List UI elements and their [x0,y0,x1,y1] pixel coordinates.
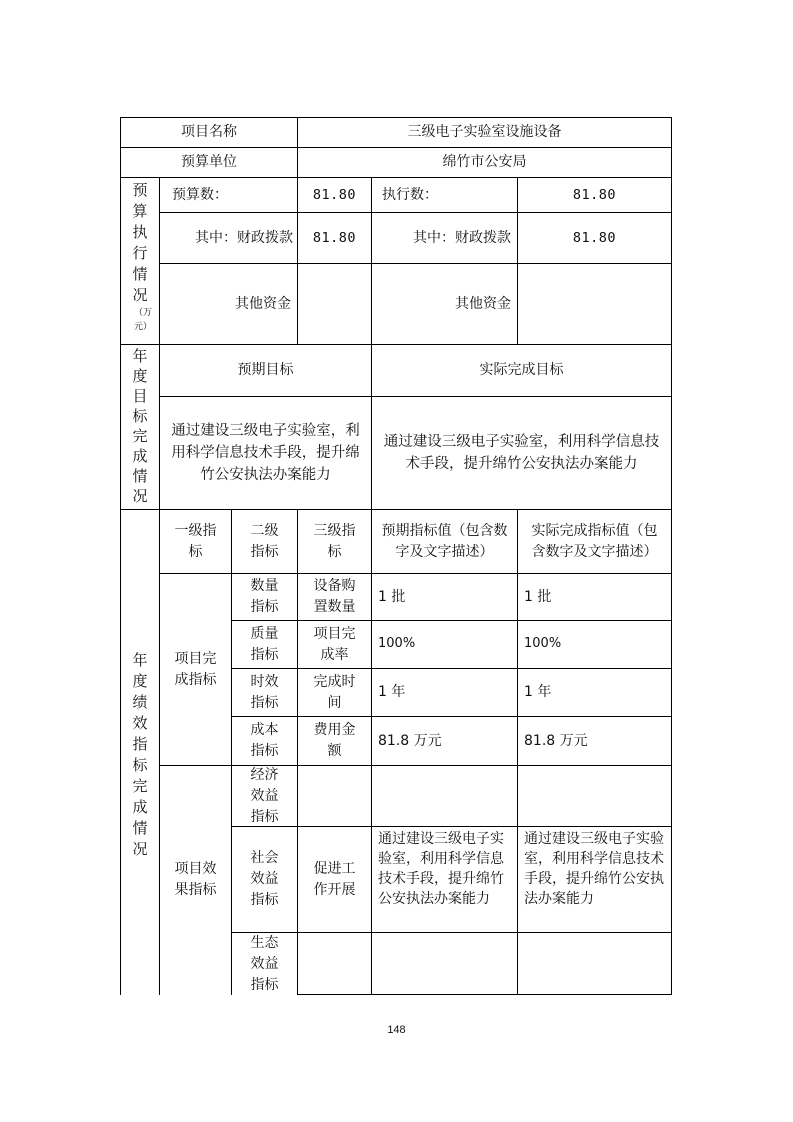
annual-goal-title: 年度目标完成情况 [132,347,148,505]
row-quantity-level3: 设备购置数量 [313,578,356,615]
row-timeliness-level2: 时效指标 [250,673,279,711]
other-funds-label-2: 其他资金 [455,295,511,312]
row-quantity-actual: 1 批 [524,588,552,605]
row-quality-expected: 100% [378,636,416,651]
page-number: 148 [387,1024,406,1036]
row-quality-level2: 质量指标 [250,625,279,663]
budget-execution-title: 预算执行情况 [132,181,148,304]
row-quality-actual: 100% [524,636,562,651]
header-level2: 二级指标 [250,522,279,560]
row-cost-actual: 81.8 万元 [524,732,588,749]
other-funds-label-1: 其他资金 [235,295,291,312]
group-project-completion: 项目完成指标 [174,650,217,688]
row-cost-level3: 费用金额 [313,722,356,759]
row-cost-level2: 成本指标 [250,722,279,759]
row-quantity-level2: 数量指标 [250,578,279,615]
row-timeliness-expected: 1 年 [378,684,406,700]
row-ecological-actual [518,933,671,994]
project-name-label: 项目名称 [181,124,237,140]
row-social-level2: 社会效益指标 [250,850,279,908]
executed-amount-value: 81.80 [572,186,617,203]
row-economic-expected [372,766,517,826]
performance-section-label [121,650,159,860]
row-economic-actual [518,766,671,826]
budget-amount-value: 81.80 [312,186,357,203]
group-project-effect: 项目效果指标 [174,861,217,898]
header-level1: 一级指标 [174,522,217,560]
annual-goal-section-label [121,346,159,509]
performance-title: 年度绩效指标完成情况 [132,651,148,858]
row-ecological-level3 [298,933,371,994]
budget-unit-label: 预算单位 [181,154,237,170]
fiscal-allocation-value-1: 81.80 [312,229,357,246]
actual-goal-header: 实际完成目标 [479,362,564,378]
row-economic-level3 [298,766,371,826]
executed-amount-label: 执行数： [382,186,438,203]
budget-unit-value: 绵竹市公安局 [442,154,527,170]
row-cost-expected: 81.8 万元 [378,732,442,749]
fiscal-allocation-label-1: 其中：财政拨款 [195,229,293,246]
row-ecological-level2: 生态效益指标 [250,934,279,993]
row-quantity-expected: 1 批 [378,588,406,605]
header-level3: 三级指标 [313,522,356,560]
row-economic-level2: 经济效益指标 [250,766,279,825]
fiscal-allocation-label-2: 其中：财政拨款 [413,229,511,246]
header-actual: 实际完成指标值（包含数字及文字描述） [531,522,658,560]
row-social-level3: 促进工作开展 [313,860,356,898]
expected-goal-header: 预期目标 [237,362,294,378]
actual-goal-text: 通过建设三级电子实验室，利用科学信息技术手段，提升绵竹公安执法办案能力 [383,434,660,472]
row-social-actual: 通过建设三级电子实验室，利用科学信息技术手段，提升绵竹公安执法办案能力 [524,831,664,907]
row-timeliness-actual: 1 年 [524,684,552,700]
expected-goal-text: 通过建设三级电子实验室，利用科学信息技术手段，提升绵竹公安执法办案能力 [171,423,360,483]
row-quality-level3: 项目完成率 [313,625,356,663]
header-expected: 预期指标值（包含数字及文字描述） [381,522,508,560]
row-social-expected: 通过建设三级电子实验室，利用科学信息技术手段，提升绵竹公安执法办案能力 [378,831,504,907]
row-ecological-expected [372,933,517,994]
fiscal-allocation-value-2: 81.80 [572,229,617,246]
project-name-value: 三级电子实验室设施设备 [407,124,562,140]
row-timeliness-level3: 完成时间 [313,673,356,711]
budget-amount-label: 预算数： [172,186,228,203]
budget-execution-unit: （万元） [134,308,153,332]
budget-execution-section-label [121,180,159,334]
